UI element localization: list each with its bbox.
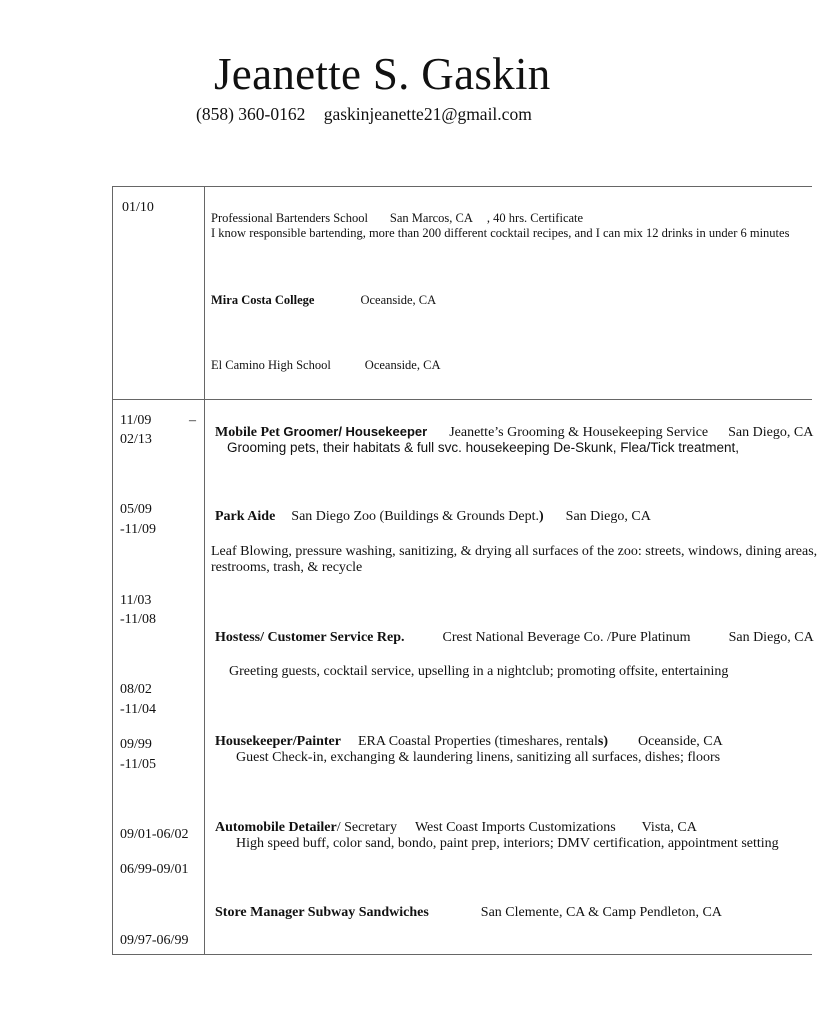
job-housekeeper-title: Housekeeper/Painter bbox=[215, 734, 341, 749]
job-park-aide-employer-b: ) bbox=[539, 509, 544, 524]
job-housekeeper-heading bbox=[215, 734, 723, 750]
job-groomer-title-a: Mobile Pet bbox=[215, 425, 284, 440]
job-groomer-heading bbox=[215, 424, 813, 441]
education-date: 01/10 bbox=[122, 200, 154, 215]
job-park-aide-employer-a: San Diego Zoo (Buildings & Grounds Dept. bbox=[291, 509, 539, 524]
job-date-3-end: -11/08 bbox=[120, 612, 157, 627]
job-park-aide-title: Park Aide bbox=[215, 509, 276, 524]
job-groomer-title-b: Groomer/ Housekeeper bbox=[283, 424, 428, 439]
job-housekeeper-description: Guest Check-in, exchanging & laundering linens, sanitizing all surfaces, dishes; floors bbox=[236, 750, 721, 765]
job-detailer-location: Vista, CA bbox=[641, 820, 697, 835]
high-school-line bbox=[211, 358, 440, 373]
bartending-description: I know responsible bartending, more than 200 different cocktail recipes, and I can mix 12 drinks in under 6 minutes bbox=[211, 226, 790, 240]
phone-number: (858) 360-0162 bbox=[196, 104, 306, 124]
job-hostess-heading bbox=[215, 630, 814, 646]
job-hostess-description: Greeting guests, cocktail service, upselling in a nightclub; promoting offsite, entertaining bbox=[229, 664, 729, 679]
job-date-2-end: -11/09 bbox=[120, 522, 157, 537]
job-date-8: 09/97-06/99 bbox=[120, 933, 189, 948]
job-housekeeper-employer-a: ERA Coastal Properties (timeshares, rental bbox=[357, 734, 598, 749]
job-detailer-title-suffix: / Secretary bbox=[336, 820, 397, 835]
job-date-4-start: 08/02 bbox=[120, 682, 152, 697]
job-hostess-location: San Diego, CA bbox=[728, 630, 814, 645]
job-detailer-title: Automobile Detailer bbox=[215, 820, 337, 835]
job-date-5-start: 09/99 bbox=[120, 737, 152, 752]
job-date-2-start: 05/09 bbox=[120, 502, 152, 517]
job-housekeeper-location: Oceanside, CA bbox=[638, 734, 723, 749]
bartending-location: San Marcos, CA bbox=[389, 211, 473, 225]
job-housekeeper-employer-b: s) bbox=[597, 734, 608, 749]
job-detailer-description: High speed buff, color sand, bondo, paint prep, interiors; DMV certification, appointment setting bbox=[236, 836, 779, 851]
job-park-aide-heading bbox=[215, 509, 651, 525]
resume-table bbox=[112, 186, 817, 955]
job-date-5-end: -11/05 bbox=[120, 757, 157, 772]
candidate-name: Jeanette S. Gaskin bbox=[214, 49, 551, 99]
job-date-7: 06/99-09/01 bbox=[120, 862, 189, 877]
job-groomer-description: Grooming pets, their habitats & full svc. housekeeping De-Skunk, Flea/Tick treatment, bbox=[227, 440, 739, 455]
bartending-school: Professional Bartenders School bbox=[211, 211, 368, 225]
job-park-aide-location: San Diego, CA bbox=[565, 509, 651, 524]
row-divider bbox=[113, 399, 812, 400]
college-name: Mira Costa College bbox=[211, 293, 315, 307]
email-address: gaskinjeanette21@gmail.com bbox=[323, 104, 532, 124]
job-date-4-end: -11/04 bbox=[120, 702, 157, 717]
bartending-line bbox=[211, 211, 583, 226]
bartending-credential: , 40 hrs. Certificate bbox=[486, 211, 584, 225]
job-date-3-start: 11/03 bbox=[120, 593, 152, 608]
job-hostess-employer: Crest National Beverage Co. /Pure Platinum bbox=[442, 630, 691, 645]
column-divider bbox=[204, 187, 205, 954]
job-park-aide-description-2: restrooms, trash, & recycle bbox=[211, 560, 363, 575]
college-location: Oceanside, CA bbox=[360, 293, 437, 307]
job-date-1-end: 02/13 bbox=[120, 432, 152, 447]
job-park-aide-description-1: Leaf Blowing, pressure washing, sanitizing, & drying all surfaces of the zoo: streets, windows, dining areas, bbox=[211, 544, 817, 559]
job-subway-location: San Clemente, CA & Camp Pendleton, CA bbox=[480, 905, 722, 920]
job-detailer-heading bbox=[215, 820, 697, 836]
job-detailer-employer: West Coast Imports Customizations bbox=[414, 820, 616, 835]
job-groomer-location: San Diego, CA bbox=[728, 425, 814, 440]
job-date-1-start: 11/09 bbox=[120, 413, 152, 428]
job-subway-title: Store Manager Subway Sandwiches bbox=[215, 905, 429, 920]
contact-line bbox=[196, 104, 532, 125]
job-hostess-title: Hostess/ Customer Service Rep. bbox=[215, 630, 405, 645]
job-groomer-employer: Jeanette’s Grooming & Housekeeping Service bbox=[449, 425, 709, 440]
high-school-location: Oceanside, CA bbox=[364, 358, 441, 372]
job-date-1-dash: – bbox=[189, 413, 196, 428]
high-school-name: El Camino High School bbox=[211, 358, 331, 372]
college-line bbox=[211, 293, 436, 308]
job-date-6: 09/01-06/02 bbox=[120, 827, 189, 842]
job-subway-heading bbox=[215, 905, 722, 921]
